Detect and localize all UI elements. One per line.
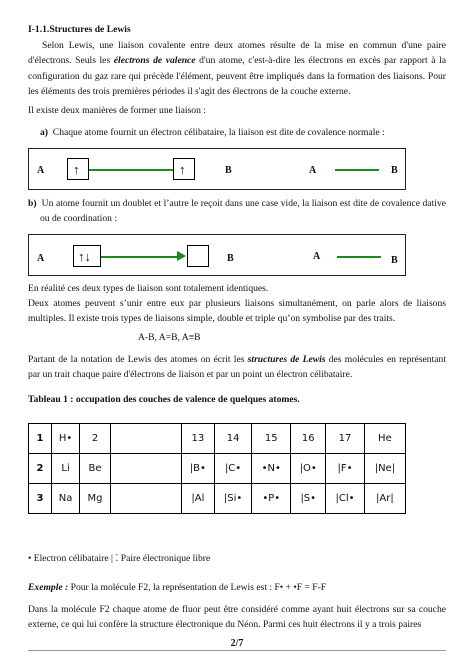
atom-a-label-2: A [313, 251, 321, 262]
notation-text: Partant de la notation de Lewis des atomes on écrit les [28, 354, 248, 365]
bond-line-result [337, 256, 381, 258]
atom-b-label-2: B [391, 255, 398, 266]
arrowhead-icon [177, 251, 186, 261]
orbital-box-empty [187, 245, 209, 267]
table-cell: H• [52, 424, 80, 454]
table-cell: |Ne| [364, 454, 405, 484]
example-text: Pour la molécule F2, la représentation de Lewis est : F• + •F = F-F [68, 582, 327, 593]
orbital-box-b [173, 158, 195, 180]
item-a-label: a) [40, 127, 48, 138]
bond-examples: A-B, A=B, A≡B [138, 332, 201, 343]
table-cell: |Al [181, 484, 214, 514]
atom-b-label: B [225, 165, 232, 176]
page-number: 2/7 [230, 638, 244, 649]
table-cell: 15 [252, 424, 291, 454]
paragraph-example [28, 580, 446, 595]
intro-text: Selon Lewis, une liaison covalente entre deux atomes résulte de la mise en commun d'une paire d'électrons. Seuls les [28, 40, 446, 67]
table-cell: •N• [252, 454, 291, 484]
valence-table [28, 423, 406, 514]
table-cell: 13 [181, 424, 214, 454]
item-a [28, 125, 446, 140]
item-a-text: Chaque atome fournit un électron célibataire, la liaison est dite de covalence normale : [52, 127, 385, 138]
legend: • Electron célibataire | ⁚ Paire électronique libre [28, 553, 211, 564]
table-cell: 2 [80, 424, 111, 454]
table-row [29, 424, 406, 454]
electron-pair-arrows-icon: ↑↓ [78, 249, 91, 264]
table-caption: Tableau 1 : occupation des couches de valence de quelques atomes. [28, 394, 300, 405]
intro-rest: d'un atome, c'est-à-dire les électrons en excès par rapport à la configuration du gaz rare qui précède l'élément, peuvent être impliqués dans la formation des liaisons. Pour les éléments des trois premières périodes il s'agit des électrons de la couche externe. [28, 55, 446, 98]
table-cell: •P• [252, 484, 291, 514]
paragraph-two-ways: Il existe deux manières de former une liaison : [28, 105, 206, 116]
item-b-label: b) [28, 198, 37, 209]
table-cell: |Ar| [364, 484, 405, 514]
orbital-box-a [73, 245, 101, 267]
paragraph-identical: En réalité ces deux types de liaison sont totalement identiques. [28, 283, 269, 294]
example-label: Exemple : [28, 582, 69, 593]
table-cell: 14 [214, 424, 251, 454]
table-cell: |S• [291, 484, 326, 514]
electron-up-arrow-icon: ↑ [73, 162, 80, 177]
table-row [29, 454, 406, 484]
bond-line-result [335, 169, 379, 171]
diagram-covalence-normale [28, 148, 406, 190]
table-cell: |Cl• [326, 484, 365, 514]
notation-rest: des molécules en représentant par un trait chaque paire d'électrons de liaison et par un point un électron célibataire. [28, 354, 446, 381]
period-number: 1 [29, 424, 52, 454]
bond-line [101, 256, 183, 258]
atom-a-label: A [37, 253, 45, 264]
table-cell: Mg [80, 484, 111, 514]
table-cell: |Si• [214, 484, 251, 514]
table-cell: |C• [214, 454, 251, 484]
table-cell: Li [52, 454, 80, 484]
table-cell [110, 484, 181, 514]
table-cell: |F• [326, 454, 365, 484]
period-number: 3 [29, 484, 52, 514]
item-b-text: Un atome fournit un doublet et l’autre le reçoit dans une case vide, la liaison est dite de covalence dative ou de coordination : [40, 198, 447, 225]
atom-a-label: A [37, 165, 45, 176]
lewis-structures-term: structures de Lewis [247, 354, 326, 365]
atom-a-label-2: A [309, 165, 317, 176]
table-cell: |O• [291, 454, 326, 484]
item-b [28, 196, 446, 227]
table-cell: Be [80, 454, 111, 484]
table-cell [110, 454, 181, 484]
paragraph-lewis-intro [28, 38, 446, 99]
table-cell: He [364, 424, 405, 454]
period-number: 2 [29, 454, 52, 484]
table-cell: |B• [181, 454, 214, 484]
bond-line [89, 169, 173, 171]
atom-b-label-2: B [391, 165, 398, 176]
diagram-covalence-dative [28, 234, 406, 276]
table-cell: 16 [291, 424, 326, 454]
table-cell: Na [52, 484, 80, 514]
paragraph-f2: Dans la molécule F2 chaque atome de fluor peut être considéré comme ayant huit électrons sur sa couche externe, ce qui lui confère la structure électronique du Néon. Parmi ces huit électrons il y a trois paires [28, 604, 446, 631]
atom-b-label: B [227, 253, 234, 264]
table-cell [110, 424, 181, 454]
table-row [29, 484, 406, 514]
paragraph-lewis-notation [28, 352, 446, 383]
valence-term: électrons de valence [113, 55, 196, 67]
paragraph-multiple-bonds: Deux atomes peuvent s’unir entre eux par plusieurs liaisons simultanément, on parle alors de liaisons multiples. Il existe trois types de liaisons simple, double et triple qu’on symbolise par des traits. [28, 298, 446, 325]
table-cell: 17 [326, 424, 365, 454]
orbital-box-a [67, 158, 89, 180]
section-title: I-1.1.Structures de Lewis [28, 24, 131, 35]
electron-up-arrow-icon: ↑ [179, 162, 186, 177]
footer-divider [28, 650, 446, 651]
